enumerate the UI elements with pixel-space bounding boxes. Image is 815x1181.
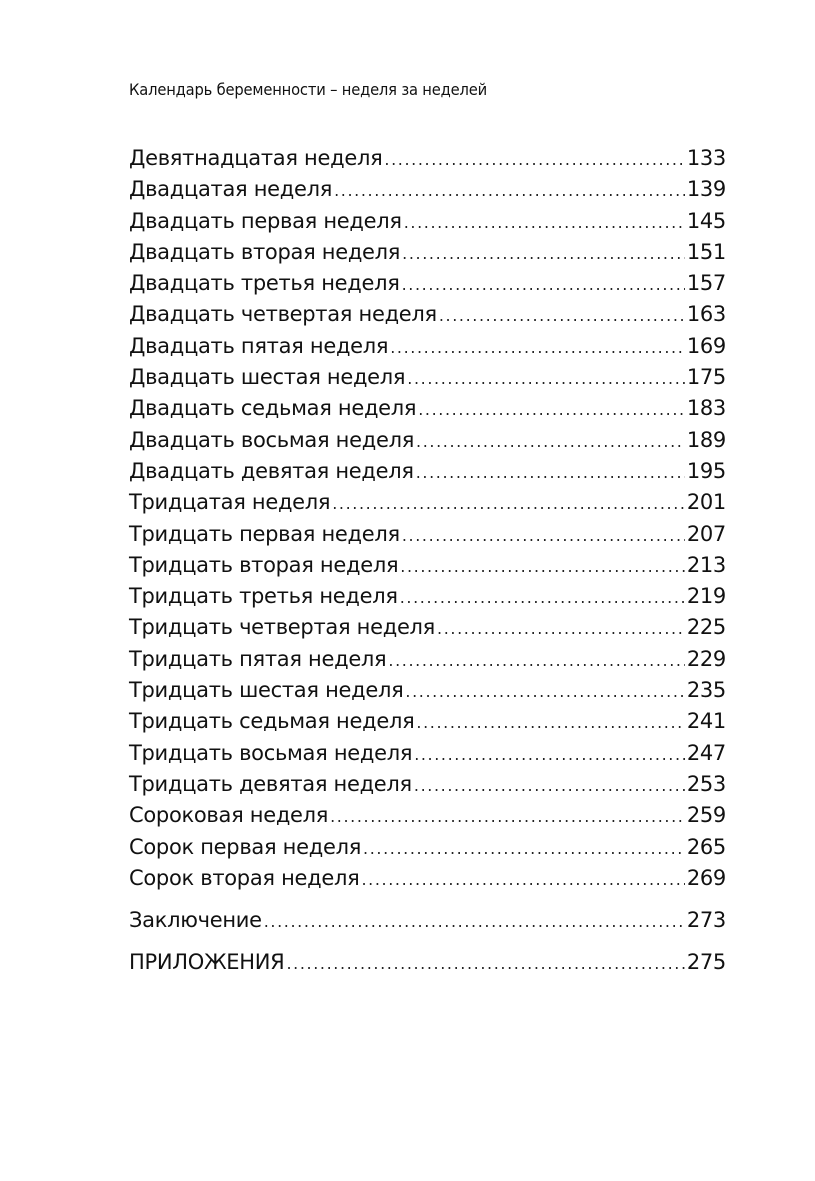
toc-entry-title: Двадцать вторая неделя bbox=[129, 239, 401, 264]
toc-leader-dots bbox=[418, 394, 685, 425]
toc-entry-title: Двадцать седьмая неделя bbox=[129, 396, 417, 421]
toc-entry[interactable] bbox=[129, 581, 726, 612]
toc-entry-title: Сороковая неделя bbox=[129, 803, 329, 828]
toc-entry-page: 183 bbox=[686, 396, 726, 421]
toc-entry-title: Заключение bbox=[129, 908, 262, 933]
toc-entry[interactable] bbox=[129, 362, 726, 393]
toc-entry[interactable] bbox=[129, 487, 726, 518]
toc-entry-title: Сорок вторая неделя bbox=[129, 865, 360, 890]
toc-entry-title: Двадцать первая неделя bbox=[129, 208, 402, 233]
toc-entry-title: Тридцать четвертая неделя bbox=[129, 615, 436, 640]
toc-leader-dots bbox=[405, 676, 684, 707]
toc-entry-conclusion[interactable] bbox=[129, 905, 726, 936]
toc-entry-title: Двадцать шестая неделя bbox=[129, 365, 406, 390]
toc-entry-page: 169 bbox=[686, 333, 726, 358]
running-header: Календарь беременности – неделя за неделей bbox=[129, 80, 487, 99]
toc-leader-dots bbox=[286, 948, 684, 979]
toc-entry[interactable] bbox=[129, 519, 726, 550]
toc-leader-dots bbox=[416, 457, 685, 488]
toc-entry[interactable] bbox=[129, 174, 726, 205]
toc-entry-appendices[interactable] bbox=[129, 947, 726, 978]
toc-entry-page: 195 bbox=[686, 458, 726, 483]
toc-entry-title: Сорок первая неделя bbox=[129, 834, 362, 859]
toc-entry-title: Двадцать девятая неделя bbox=[129, 458, 414, 483]
toc-entry[interactable] bbox=[129, 863, 726, 894]
toc-entry-page: 259 bbox=[686, 803, 726, 828]
toc-entry-page: 189 bbox=[686, 427, 726, 452]
toc-leader-dots bbox=[416, 426, 685, 457]
toc-leader-dots bbox=[414, 770, 685, 801]
toc-entry[interactable] bbox=[129, 143, 726, 174]
toc-entry-page: 213 bbox=[686, 552, 726, 577]
toc-entry-title: Двадцать пятая неделя bbox=[129, 333, 389, 358]
toc-leader-dots bbox=[400, 551, 685, 582]
toc-entry-title: Тридцать шестая неделя bbox=[129, 678, 404, 703]
toc-entry[interactable] bbox=[129, 612, 726, 643]
toc-entry[interactable] bbox=[129, 550, 726, 581]
toc-leader-dots bbox=[402, 520, 685, 551]
toc-entry[interactable] bbox=[129, 425, 726, 456]
toc-leader-dots bbox=[361, 864, 684, 895]
toc-entry-title: Тридцать восьмая неделя bbox=[129, 740, 413, 765]
toc-entry-page: 229 bbox=[686, 646, 726, 671]
toc-entry-title: ПРИЛОЖЕНИЯ bbox=[129, 950, 285, 975]
toc-leader-dots bbox=[363, 833, 685, 864]
toc-entry[interactable] bbox=[129, 393, 726, 424]
toc-entry-page: 225 bbox=[686, 615, 726, 640]
toc-entry[interactable] bbox=[129, 675, 726, 706]
toc-entry[interactable] bbox=[129, 299, 726, 330]
toc-entry-title: Тридцать девятая неделя bbox=[129, 771, 412, 796]
toc-entry-title: Тридцатая неделя bbox=[129, 490, 331, 515]
toc-entry-page: 139 bbox=[686, 177, 726, 202]
toc-entry-page: 133 bbox=[686, 146, 726, 170]
toc-entry-page: 241 bbox=[686, 709, 726, 734]
toc-entry[interactable] bbox=[129, 456, 726, 487]
toc-entry-page: 145 bbox=[686, 208, 726, 233]
toc-entry-page: 175 bbox=[686, 365, 726, 390]
toc-entry[interactable] bbox=[129, 268, 726, 299]
table-of-contents bbox=[129, 143, 726, 979]
toc-entry-page: 207 bbox=[686, 521, 726, 546]
toc-leader-dots bbox=[437, 613, 685, 644]
toc-entry-page: 247 bbox=[686, 740, 726, 765]
toc-entry-page: 235 bbox=[686, 678, 726, 703]
toc-entry-title: Девятнадцатая неделя bbox=[129, 146, 383, 170]
toc-leader-dots bbox=[407, 363, 685, 394]
toc-entry-page: 269 bbox=[686, 865, 726, 890]
toc-leader-dots bbox=[334, 175, 685, 206]
toc-leader-dots bbox=[416, 707, 684, 738]
toc-entry[interactable] bbox=[129, 206, 726, 237]
toc-entry-page: 163 bbox=[686, 302, 726, 327]
toc-entry[interactable] bbox=[129, 331, 726, 362]
toc-entry-title: Двадцать третья неделя bbox=[129, 271, 400, 296]
toc-leader-dots bbox=[414, 739, 685, 770]
toc-entry-title: Тридцать седьмая неделя bbox=[129, 709, 415, 734]
toc-entry-title: Двадцать четвертая неделя bbox=[129, 302, 437, 327]
toc-entry[interactable] bbox=[129, 237, 726, 268]
toc-leader-dots bbox=[404, 207, 685, 238]
toc-leader-dots bbox=[402, 238, 685, 269]
toc-leader-dots bbox=[330, 801, 685, 832]
toc-leader-dots bbox=[388, 645, 684, 676]
toc-entry-page: 273 bbox=[686, 908, 726, 933]
toc-entry-page: 151 bbox=[686, 239, 726, 264]
toc-leader-dots bbox=[400, 582, 685, 613]
toc-leader-dots bbox=[390, 332, 685, 363]
toc-leader-dots bbox=[402, 269, 685, 300]
toc-entry-title: Тридцать вторая неделя bbox=[129, 552, 399, 577]
toc-entry-page: 275 bbox=[686, 950, 726, 975]
toc-entry-page: 219 bbox=[686, 584, 726, 609]
toc-leader-dots bbox=[264, 906, 685, 937]
toc-entry-title: Тридцать третья неделя bbox=[129, 584, 398, 609]
toc-entry-title: Двадцать восьмая неделя bbox=[129, 427, 415, 452]
toc-leader-dots bbox=[439, 300, 685, 331]
toc-entry-page: 201 bbox=[686, 490, 726, 515]
toc-entry[interactable] bbox=[129, 738, 726, 769]
toc-entry-page: 265 bbox=[686, 834, 726, 859]
toc-entry[interactable] bbox=[129, 644, 726, 675]
toc-entry[interactable] bbox=[129, 769, 726, 800]
toc-entry[interactable] bbox=[129, 832, 726, 863]
toc-entry-page: 157 bbox=[686, 271, 726, 296]
toc-entry[interactable] bbox=[129, 706, 726, 737]
toc-entry-title: Тридцать первая неделя bbox=[129, 521, 400, 546]
toc-leader-dots bbox=[384, 144, 684, 175]
toc-entry-page: 253 bbox=[686, 771, 726, 796]
toc-entry[interactable] bbox=[129, 800, 726, 831]
toc-entry-title: Тридцать пятая неделя bbox=[129, 646, 387, 671]
toc-leader-dots bbox=[332, 488, 685, 519]
toc-entry-title: Двадцатая неделя bbox=[129, 177, 333, 202]
